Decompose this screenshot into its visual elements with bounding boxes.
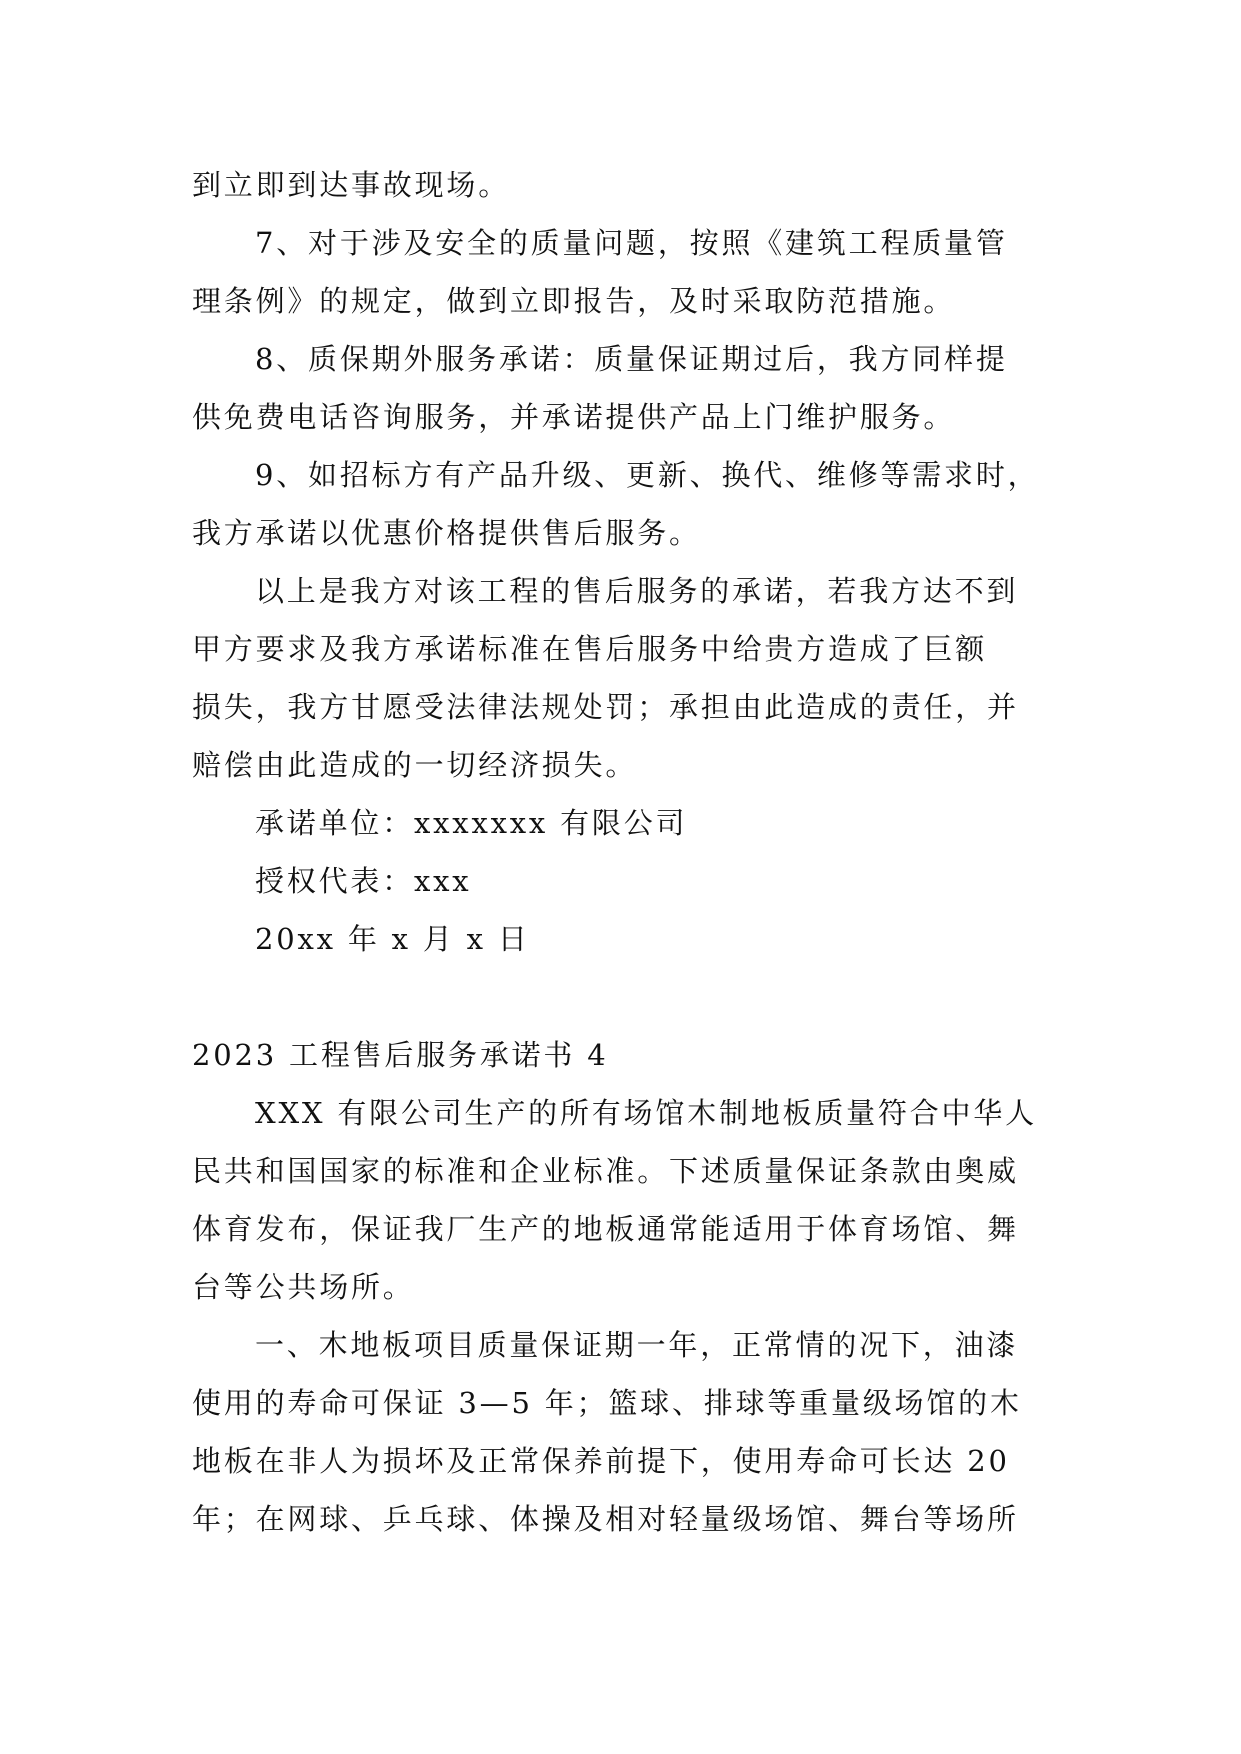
closing-line-1: 以上是我方对该工程的售后服务的承诺，若我方达不到 — [255, 574, 1019, 608]
point-1-line-4: 年；在网球、乒乓球、体操及相对轻量级场馆、舞台等场所 — [192, 1502, 1019, 1536]
intro-line-3: 体育发布，保证我厂生产的地板通常能适用于体育场馆、舞 — [192, 1212, 1019, 1246]
closing-line-4: 赔偿由此造成的一切经济损失。 — [192, 748, 638, 782]
section-spacer — [192, 968, 1057, 1026]
item-7-line-2: 理条例》的规定，做到立即报告，及时采取防范措施。 — [192, 284, 956, 318]
item-8-line-1: 8、质保期外服务承诺：质量保证期过后，我方同样提 — [255, 342, 1008, 376]
closing-line-2: 甲方要求及我方承诺标准在售后服务中给贵方造成了巨额 — [192, 632, 988, 666]
section-4-title: 2023 工程售后服务承诺书 4 — [192, 1038, 609, 1072]
signature-representative: 授权代表：xxx — [255, 864, 472, 898]
point-1-line-2: 使用的寿命可保证 3—5 年；篮球、排球等重量级场馆的木 — [192, 1386, 1022, 1420]
item-9-line-2: 我方承诺以优惠价格提供售后服务。 — [192, 516, 701, 550]
item-8-line-2: 供免费电话咨询服务，并承诺提供产品上门维护服务。 — [192, 400, 956, 434]
signature-unit: 承诺单位：xxxxxxx 有限公司 — [255, 806, 688, 840]
document-body — [192, 156, 1057, 1548]
closing-line-3: 损失，我方甘愿受法律法规处罚；承担由此造成的责任，并 — [192, 690, 1019, 724]
item-7-line-1: 7、对于涉及安全的质量问题，按照《建筑工程质量管 — [255, 226, 1008, 260]
item-6-tail: 到立即到达事故现场。 — [192, 168, 511, 202]
signature-date: 20xx 年 x 月 x 日 — [255, 922, 530, 956]
point-1-line-1: 一、木地板项目质量保证期一年，正常情的况下，油漆 — [255, 1328, 1019, 1362]
point-1-line-3: 地板在非人为损坏及正常保养前提下，使用寿命可长达 20 — [192, 1444, 1010, 1478]
item-9-line-1: 9、如招标方有产品升级、更新、换代、维修等需求时， — [255, 458, 1040, 492]
intro-line-1: XXX 有限公司生产的所有场馆木制地板质量符合中华人 — [255, 1096, 1037, 1130]
intro-line-2: 民共和国国家的标准和企业标准。下述质量保证条款由奥威 — [192, 1154, 1019, 1188]
intro-line-4: 台等公共场所。 — [192, 1270, 415, 1304]
